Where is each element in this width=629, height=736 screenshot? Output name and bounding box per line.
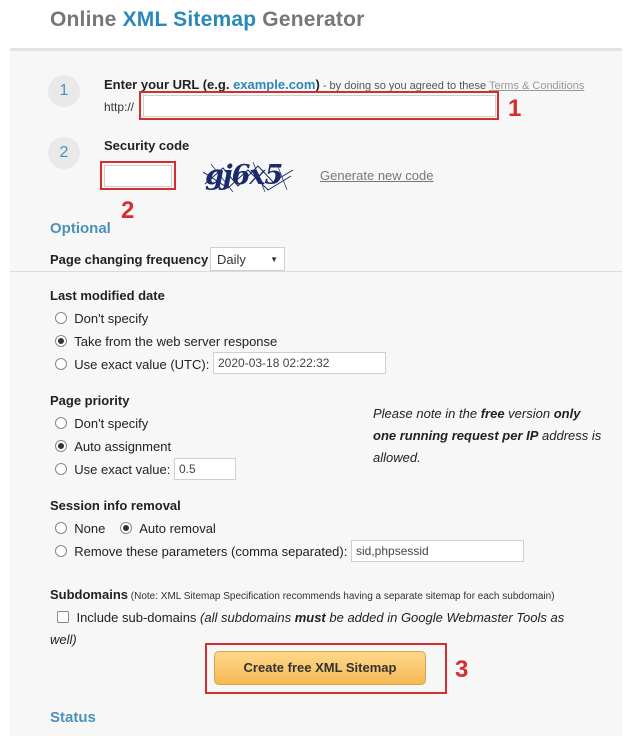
captcha-text: gj6x5 [205,160,283,191]
lastmod-opt3-label: Use exact value (UTC): [74,357,210,372]
lastmod-heading: Last modified date [50,288,165,303]
session-params-input[interactable] [351,540,524,562]
note-text-4: address is allowed. [373,428,602,465]
step-2-badge: 2 [48,137,80,169]
page-title [50,8,364,32]
note-text-1: Please note in the [373,406,481,421]
priority-opt1-label: Don't specify [74,416,149,431]
optional-heading: Optional [50,220,111,237]
title-highlight: XML Sitemap [122,8,257,31]
security-code-label: Security code [104,138,190,153]
marker-1: 1 [508,95,522,122]
section-divider [10,271,622,272]
url-label-line [104,77,584,92]
radio-icon[interactable] [55,463,67,475]
note-one-request: one running request per IP [373,428,539,443]
highlight-box-1 [139,91,499,120]
subdomains-italic-1: (all subdomains [200,610,295,625]
session-params-label: Remove these parameters (comma separated): [74,544,348,559]
lastmod-option-dont[interactable] [55,311,148,326]
url-label-close: ) [315,77,320,92]
status-heading: Status [50,709,96,726]
priority-opt3-label: Use exact value: [74,462,171,477]
priority-exact-input[interactable] [174,458,236,480]
subdomains-heading-line [50,587,555,602]
session-option-params[interactable] [55,544,347,559]
lastmod-option-exact[interactable] [55,357,209,372]
url-label: Enter your URL (e.g. [104,77,234,92]
highlight-box-2 [100,161,176,190]
create-sitemap-button[interactable]: Create free XML Sitemap [214,651,426,685]
captcha-noise [203,160,295,194]
radio-icon[interactable] [55,417,67,429]
title-prefix: Online [50,8,123,31]
priority-option-auto[interactable] [55,439,171,454]
priority-opt2-label: Auto assignment [74,439,172,454]
lastmod-opt1-label: Don't specify [74,311,149,326]
lastmod-opt2-label: Take from the web server response [74,334,278,349]
radio-icon[interactable] [55,312,67,324]
subdomains-must: must [294,610,326,625]
session-option-auto[interactable] [120,521,216,536]
radio-icon[interactable] [55,358,67,370]
step-1-badge: 1 [48,75,80,107]
subdomains-heading: Subdomains [50,587,129,602]
chevron-down-icon: ▼ [270,255,278,264]
checkbox-icon[interactable] [57,611,69,623]
freq-select[interactable] [210,247,285,271]
generate-new-code-link[interactable]: Generate new code [320,168,434,183]
freq-selected-value: Daily [217,252,246,267]
subdomains-check-label: Include sub-domains [76,610,201,625]
marker-2: 2 [121,197,135,224]
note-only: only [553,406,581,421]
priority-option-exact[interactable] [55,462,170,477]
note-free: free [480,406,505,421]
priority-heading: Page priority [50,393,130,408]
session-heading: Session info removal [50,498,181,513]
session-auto-label: Auto removal [139,521,216,536]
freq-label: Page changing frequency [50,252,209,267]
captcha-image [203,160,295,194]
subdomains-note: (Note: XML Sitemap Specification recommends having a separate sitemap for each subdomain) [128,591,555,602]
session-option-none[interactable] [55,521,105,536]
radio-selected-icon[interactable] [55,335,67,347]
marker-3: 3 [455,656,469,683]
radio-selected-icon[interactable] [120,522,132,534]
title-suffix: Generator [256,8,365,31]
radio-icon[interactable] [55,545,67,557]
note-text-2: version [504,406,554,421]
priority-option-dont[interactable] [55,416,148,431]
lastmod-option-server[interactable] [55,334,277,349]
radio-icon[interactable] [55,522,67,534]
session-none-label: None [74,521,106,536]
url-prefix: http:// [104,100,135,114]
free-version-note [373,403,603,469]
agree-text: - by doing so you agreed to these [319,80,489,92]
terms-link[interactable]: Terms & Conditions [488,80,585,92]
lastmod-exact-input[interactable] [213,352,386,374]
radio-selected-icon[interactable] [55,440,67,452]
subdomains-italic-2: be added in Google Webmaster Tools as well) [50,610,565,647]
url-example: example.com [233,77,316,92]
